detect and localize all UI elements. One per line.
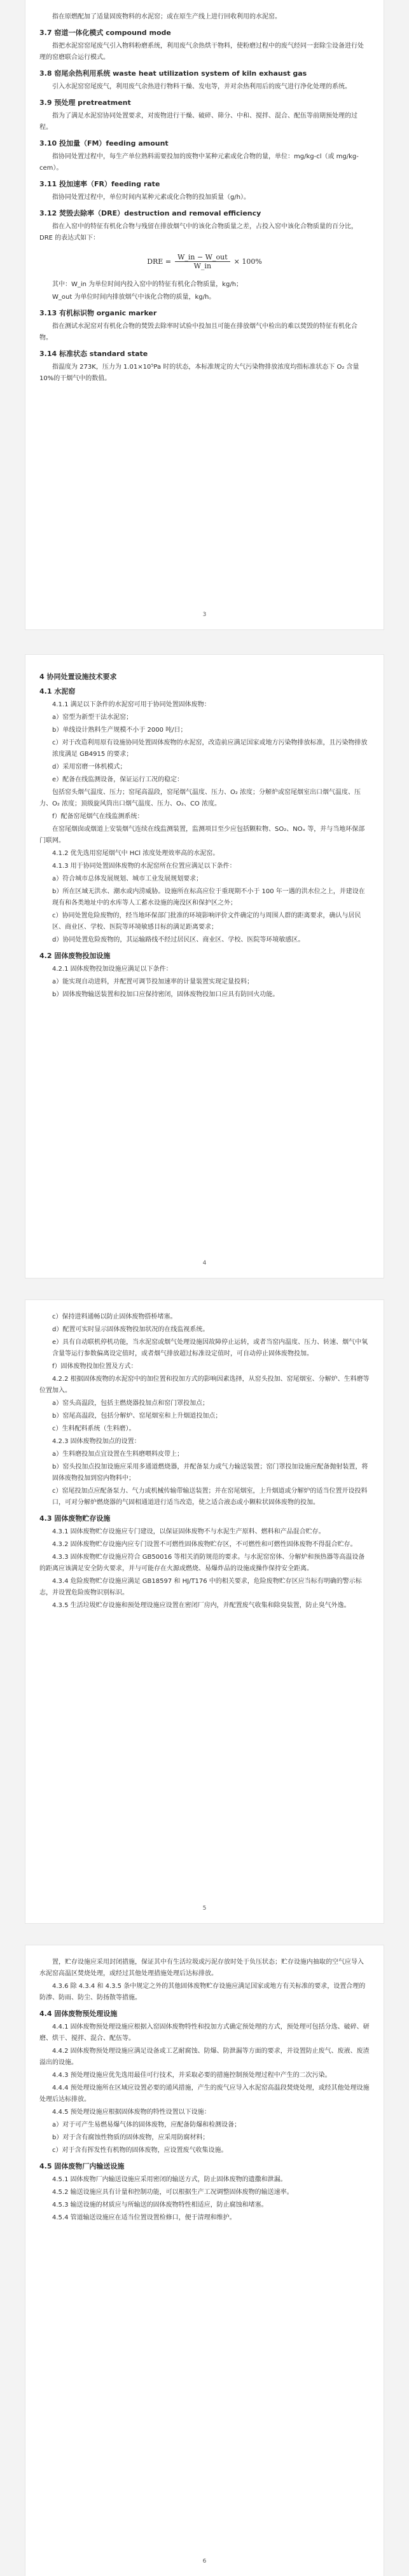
- section-4-1-title: 4.1 水泥窑: [39, 687, 76, 695]
- section-3-7-text: 指把水泥窑窑尾废气引入物料粉磨系统，利用废气余热烘干物料，使粉磨过程中的废气经同一套除尘设备进行处理的窑磨联合运行模式。: [39, 43, 364, 61]
- formula-numerator: W_in − W_out: [175, 253, 230, 262]
- section-3-10-text: 指协同处置过程中，每生产单位熟料需要投加的废物中某种元素或化合物的量，单位：mg/kg-cl（或 mg/kg-cem）。: [39, 153, 359, 172]
- clause-4-3-2: 4.3.2 固体废物贮存设施内应专门设置不可燃性固体废物贮存区，不可燃性和可燃性固体废物不得混合贮存。: [52, 1541, 357, 1548]
- document-page-5: [25, 1300, 384, 1923]
- clause-4-1-1-b: b）单线设计熟料生产规模不小于 2000 吨/日；: [52, 727, 187, 734]
- clause-4-1-3-d: d）协同处置危险废物的，其运输路线不经过居民区、商业区、学校、医院等环境敏感区。: [52, 936, 305, 943]
- clause-4-2-2: 4.2.2 根据固体废物的水泥窑中的加位置和投加方式的影响因素选择，从窑头投加、窑尾烟室、分解炉、生料磨等位置加入。: [39, 1376, 370, 1394]
- chapter-4-title: 4 协同处置设施技术要求: [39, 673, 117, 681]
- clause-4-2-3-a: a）生料磨投加点宜设置在生料磨喂料皮带上；: [52, 1451, 184, 1458]
- clause-4-3-6: 4.3.6 除 4.3.4 和 4.3.5 条中规定之外的其他固体废物贮存设施应满足国家或地方有关标准的要求，设置合理的防渗、防雨、防尘、防扬散等措施。: [39, 1983, 366, 2001]
- dre-formula: [39, 253, 370, 270]
- clause-4-4-5-c: c）对于含有挥发性有机物的固体废物，应设置废气收集设施。: [52, 2147, 228, 2154]
- clause-4-5-3: 4.5.3 输送设施的材质应与所输送的固体废物特性相适应，防止腐蚀和堵塞。: [52, 2202, 268, 2209]
- clause-4-1-1-f: f）配备窑尾烟气在线监测系统：: [52, 813, 144, 820]
- clause-4-2-1-b: b）固体废物输送装置和投加口应保持密闭，固体废物投加口应具有防回火功能。: [52, 991, 279, 998]
- clause-4-2-2-b: b）窑尾高温段，包括分解炉、窑尾烟室和上升烟道投加点；: [52, 1413, 222, 1420]
- clause-4-2-3: 4.2.3 固体废物投加点的设置：: [52, 1438, 141, 1445]
- clause-4-3-3: 4.3.3 固体废物贮存设施应符合 GB50016 等相关消防规范的要求。与水泥窑窑体、分解炉和预热器等高温设备的距离应该满足安全防火要求，并与可能存在火源或燃烧、易爆炸品的设施或操作保持安全距离。: [39, 1554, 365, 1572]
- section-3-9-text: 指为了满足水泥窑协同处置要求，对废物进行干燥、破碎、筛分、中和、搅拌、混合、配伍等前期预处理的过程。: [39, 113, 357, 131]
- clause-4-1-1-d: d）采用窑磨一体机模式；: [52, 764, 127, 771]
- document-page-3: [25, 0, 384, 629]
- clause-4-2-1-a: a）能实现自动进料，并配置可调节投加速率的计量装置实现定量投料；: [52, 978, 254, 985]
- section-4-4-title: 4.4 固体废物预处理设施: [39, 2010, 118, 2018]
- clause-4-2-1-c: c）保持进料通畅以防止固体废物搭桥堵塞。: [52, 1313, 177, 1320]
- formula-lhs: DRE =: [147, 257, 172, 266]
- document-page-6: [25, 1945, 384, 2576]
- intro-paragraph: 指在原燃配加了适量固废物料的水泥窑；或在原生产线上进行回收利用的水泥窑。: [52, 13, 281, 20]
- clause-4-2-2-a: a）窑头高温段，包括主燃烧器投加点和窑门罩投加点；: [52, 1400, 209, 1407]
- clause-4-1-1-e-detail: 包括窑头烟气温度、压力；窑尾高温段，窑尾烟气温度、压力、O₂ 浓度；分解炉或窑尾烟室出口烟气温度、压力、O₂ 浓度；顶级旋风筒出口烟气温度、压力、O₂、CO 浓度。: [39, 789, 361, 807]
- page-number: 4: [202, 1260, 207, 1266]
- clause-4-4-3: 4.4.3 预处理设施应优先选用最佳可行技术，并采取必要的措施控制预处理过程中产生的二次污染。: [52, 2072, 331, 2079]
- section-3-8-text: 引入水泥窑窑尾废气，利用废气余热进行物料干燥、发电等，并对余热利用后的废气进行净化处理的系统。: [52, 83, 351, 90]
- clause-4-2-2-c: c）生料配料系统（生料磨）。: [52, 1425, 135, 1432]
- formula-denominator: W_in: [193, 262, 212, 270]
- clause-4-1-3-a: a）符合城市总体发展规划、城市工业发展规划要求；: [52, 875, 203, 882]
- clause-4-2-3-b: b）窑头投加点投加设施应采用多通道燃烧器，并配备泵力或气力输送装置；窑门罩投加设施应配备抛射装置，将固体废物投加到窑内物料中；: [52, 1463, 368, 1482]
- section-4-3-title: 4.3 固体废物贮存设施: [39, 1514, 111, 1523]
- section-3-7-title: 3.7 窑道一体化模式 compound mode: [39, 29, 171, 37]
- page-number: 5: [202, 1905, 207, 1912]
- formula-where-1: 其中：W_in 为单位时间内投入窑中的特征有机化合物质量，kg/h；: [52, 281, 243, 288]
- section-4-5-title: 4.5 固体废物厂内输送设施: [39, 2162, 125, 2170]
- clause-4-1-3-c: c）协同处置危险废物的，经当地环保部门批准的环境影响评价文件确定的与周围人群的距离要求，确认与居民区、商业区、学校、医院等环境敏感目标的满足距离要求；: [52, 912, 361, 931]
- clause-4-1-1: 4.1.1 满足以下条件的水泥窑可用于协同处置固体废物：: [52, 701, 211, 708]
- section-3-9-title: 3.9 预处理 pretreatment: [39, 99, 131, 107]
- section-4-2-title: 4.2 固体废物投加设施: [39, 952, 111, 960]
- clause-4-1-2: 4.1.2 优先选用窑尾烟气中 HCl 浓度处理效率高的水泥窑。: [52, 850, 219, 857]
- clause-4-3-4: 4.3.4 危险废物贮存设施应满足 GB18597 和 HJ/T176 中的相关要求，危险废物贮存区应当标有明确的警示标志，并设置危险废物识别标识。: [39, 1578, 362, 1596]
- section-3-13-text: 指在测试水泥窑对有机化合物的焚毁去除率时试验中投加且可能在排放烟气中检出的难以焚毁的特征有机化合物。: [39, 323, 357, 341]
- clause-4-5-1: 4.5.1 固体废物厂内输送设施应采用密闭的输送方式，防止固体废物的遗撒和泄漏。: [52, 2176, 287, 2183]
- formula-fraction: [175, 253, 230, 270]
- section-3-14-text: 指温度为 273K，压力为 1.01×10⁵Pa 时的状态，本标准规定的大气污染物排放浓度均指标准状态下 O₂ 含量 10%的干烟气中的数值。: [39, 364, 359, 382]
- clause-4-2-1-f: f）固体废物投加位置及方式：: [52, 1363, 137, 1370]
- clause-4-5-4: 4.5.4 管道输送设施应在适当位置设置检修口，便于清理和维护。: [52, 2214, 236, 2221]
- clause-4-1-1-f-detail: 在窑尾烟囱或烟道上安装烟气连续在线监测装置，监测项目至少应包括颗粒物、SO₂、NOₓ 等，并与当地环保部门联网。: [39, 826, 365, 844]
- section-3-12-text: 指在入窑中的特征有机化合物与残留在排放烟气中的该化合物质量之差，占投入窑中该化合物质量的百分比，DRE 的表达式如下：: [39, 223, 357, 242]
- clause-4-2-3-c: c）窑尾投加点应配备泵力、气力或机械传输带输送装置；并在窑尾烟室，上升烟道或分解炉的适当位置开设投料口，可对分解炉燃烧器的气固相通道进行适当改造，使之适合液态或小颗粒状固体废物的投加。: [52, 1488, 368, 1506]
- clause-4-1-1-e: e）配备在线监测设备，保证运行工况的稳定：: [52, 776, 184, 783]
- formula-rhs: × 100%: [233, 257, 262, 266]
- clause-4-3-5: 4.3.5 生活垃圾贮存设施和预处理设施应设置在密闭厂房内，并配置废气收集和除臭装置，防止臭气外逸。: [52, 1602, 350, 1609]
- clause-4-4-5: 4.4.5 预处理设施应根据固体废物的特性设置以下设施：: [52, 2109, 211, 2116]
- clause-4-4-2: 4.4.2 固体废物预处理设施应满足设备或工艺耐腐蚀、防爆、防泄漏等方面的要求，并设置防止废气、废液、废渣溢出的设施。: [39, 2048, 370, 2066]
- section-3-13-title: 3.13 有机标识物 organic marker: [39, 309, 157, 317]
- clause-4-4-1: 4.4.1 固体废物预处理设施应根据入窑固体废物特性和投加方式确定预处理的方式，预处理可包括分选、破碎、研磨、烘干、搅拌、混合、配伍等。: [39, 2024, 370, 2042]
- section-3-8-title: 3.8 窑尾余热利用系统 waste heat utilization system of kiln exhaust gas: [39, 69, 307, 78]
- document-page-4: [25, 655, 384, 1278]
- section-3-12-title: 3.12 焚毁去除率（DRE）destruction and removal efficiency: [39, 209, 261, 217]
- clause-4-3-1: 4.3.1 固体废物贮存设施应专门建设，以保证固体废物不与水泥生产原料、燃料和产品混合贮存。: [52, 1528, 325, 1535]
- formula-where-2: W_out 为单位时间内排放烟气中该化合物的质量，kg/h。: [52, 294, 216, 301]
- section-3-11-text: 指协同处置过程中，单位时间内某种元素或化合物的投加质量（g/h）。: [52, 194, 251, 201]
- page-number: 3: [202, 612, 207, 618]
- section-3-14-title: 3.14 标准状态 standard state: [39, 350, 148, 358]
- section-3-11-title: 3.11 投加速率（FR）feeding rate: [39, 180, 160, 188]
- clause-4-2-1-e: e）具有自动联机停机功能，当水泥窑或烟气处理设施因故障停止运转，或者当窑内温度、压力、转速、烟气中氧含量等运行参数偏离设定值时，或者烟气排放超过标准设定值时，可自动停止固体废物投加。: [52, 1339, 368, 1357]
- clause-4-3-5-continued: 置，贮存设施应采用封闭措施，保证其中有生活垃圾或污泥存放时处于负压状态；贮存设施内抽取的空气应导入水泥窑高温区焚烧处理，或经过其他处理措施处理后达标排放。: [39, 1959, 364, 1977]
- section-3-10-title: 3.10 投加量（FM）feeding amount: [39, 139, 169, 147]
- clause-4-4-5-b: b）对于含有腐蚀性物质的固体废物，应采用防腐材料；: [52, 2134, 209, 2141]
- clause-4-1-3-b: b）所在区域无洪水、潮水或内涝威胁。设施所在标高应位于重现期不小于 100 年一遇的洪水位之上，并建设在现有和各类地址中的水库等人工蓄水设施的淹没区和保护区之外；: [52, 888, 365, 907]
- clause-4-1-1-a: a）窑型为新型干法水泥窑；: [52, 714, 133, 721]
- page-number: 6: [202, 2558, 207, 2565]
- clause-4-4-5-a: a）对于可产生易燃易爆气体的固体废物，应配备防爆和检测设备；: [52, 2121, 241, 2128]
- clause-4-1-3: 4.1.3 用于协同处置固体废物的水泥窑所在位置应满足以下条件：: [52, 863, 236, 870]
- clause-4-4-4: 4.4.4 预处理设施所在区域应设置必要的通风措施，产生的废气应导入水泥窑高温段焚烧处理，或经其他处理设施处理后达标排放。: [39, 2085, 370, 2103]
- clause-4-2-1-d: d）配置可实时显示固体废物投加状况的在线监视系统。: [52, 1326, 209, 1333]
- clause-4-5-2: 4.5.2 输送设施应具有计量和控制功能，可以根据生产工况调整固体废物的输送速率。: [52, 2189, 293, 2196]
- clause-4-1-1-c: c）对于改造利用原有设施协同处置固体废物的水泥窑，改造前应满足国家或地方污染物排放标准，且污染物排放浓度满足 GB4915 的要求；: [52, 739, 368, 758]
- clause-4-2-1: 4.2.1 固体废物投加设施应满足以下条件：: [52, 966, 172, 973]
